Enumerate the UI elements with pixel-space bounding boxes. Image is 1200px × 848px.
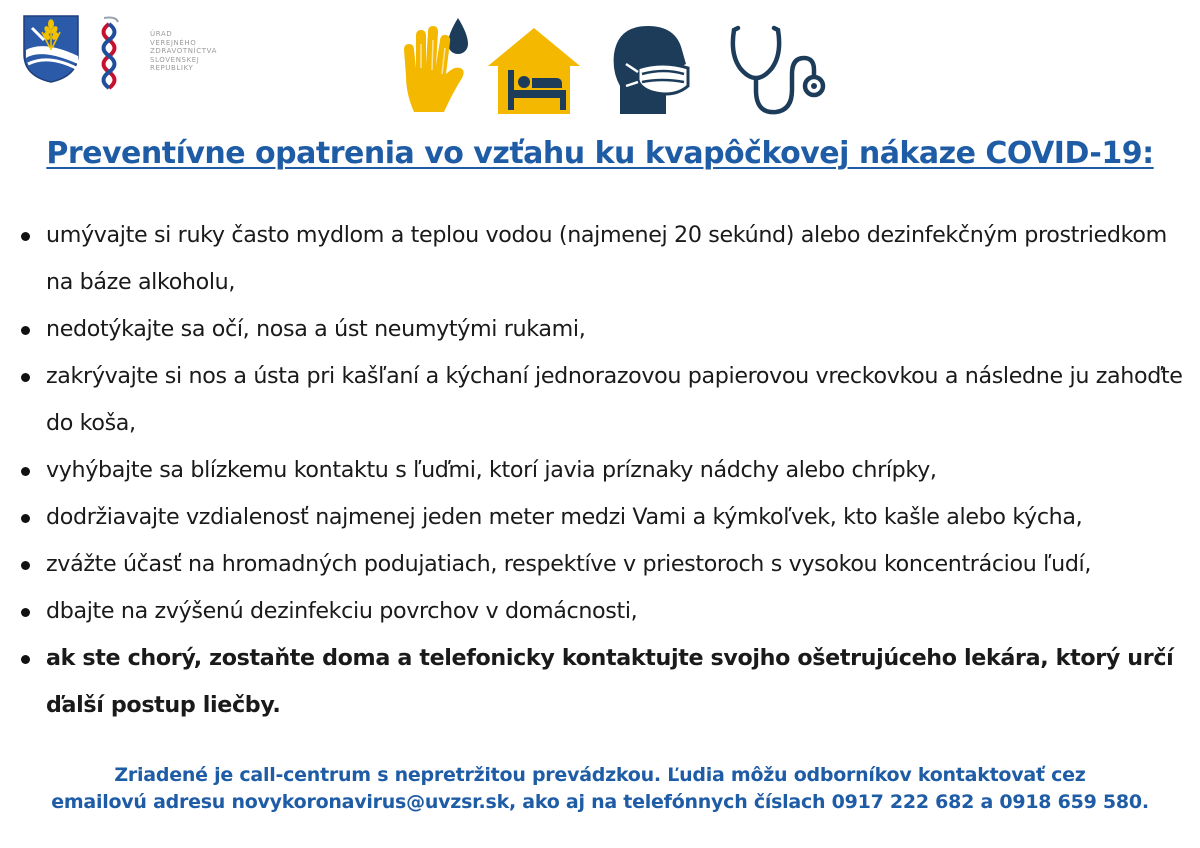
call-center-line: Zriadené je call-centrum s nepretržitou prevádzkou. Ľudia môžu odborníkov kontaktovať cez bbox=[114, 764, 1086, 786]
page-title bbox=[0, 136, 1200, 171]
list-item: zakrývajte si nos a ústa pri kašľaní a kýchaní jednorazovou papierovou vreckovkou a následne ju zahoďte do koša, bbox=[18, 353, 1193, 447]
hand-wash-icon bbox=[400, 14, 480, 118]
office-name-line: REPUBLIKY bbox=[150, 64, 194, 73]
office-name-line: ÚRAD bbox=[150, 30, 173, 38]
list-item: vyhýbajte sa blízkemu kontaktu s ľuďmi, ktorí javia príznaky nádchy alebo chrípky, bbox=[18, 447, 1193, 494]
list-item: umývajte si ruky často mydlom a teplou vodou (najmenej 20 sekúnd) alebo dezinfekčným prostriedkom na báze alkoholu, bbox=[18, 212, 1193, 306]
uvz-logo-icon bbox=[94, 14, 124, 94]
stethoscope-icon bbox=[726, 24, 826, 118]
office-name bbox=[150, 30, 217, 73]
prevention-icons bbox=[400, 14, 830, 118]
call-center-contacts: emailovú adresu novykoronavirus@uvzsr.sk, ako aj na telefónnych číslach 0917 222 682 a 0918 659 580. bbox=[51, 791, 1149, 813]
page-title-text: Preventívne opatrenia vo vzťahu ku kvapôčkovej nákaze COVID-19: bbox=[46, 136, 1154, 171]
list-item-highlighted: ak ste chorý, zostaňte doma a telefonicky kontaktujte svojho ošetrujúceho lekára, ktorý určí ďalší postup liečby. bbox=[18, 635, 1193, 729]
face-mask-icon bbox=[612, 24, 692, 116]
list-item: dodržiavajte vzdialenosť najmenej jeden meter medzi Vami a kýmkoľvek, kto kašle alebo kýcha, bbox=[18, 494, 1193, 541]
header-logos bbox=[22, 14, 222, 94]
measures-list bbox=[18, 212, 1193, 729]
home-quarantine-icon bbox=[486, 26, 582, 116]
office-name-line: ZDRAVOTNÍCTVA bbox=[150, 47, 217, 56]
list-item: zvážte účasť na hromadných podujatiach, respektíve v priestoroch s vysokou koncentráciou ľudí, bbox=[18, 541, 1193, 588]
list-item: dbajte na zvýšenú dezinfekciu povrchov v domácnosti, bbox=[18, 588, 1193, 635]
coat-of-arms-icon bbox=[22, 14, 80, 84]
list-item: nedotýkajte sa očí, nosa a úst neumytými rukami, bbox=[18, 306, 1193, 353]
office-name-line: SLOVENSKEJ bbox=[150, 55, 200, 64]
call-center-info bbox=[0, 762, 1200, 816]
office-name-line: VEREJNÉHO bbox=[150, 38, 197, 47]
